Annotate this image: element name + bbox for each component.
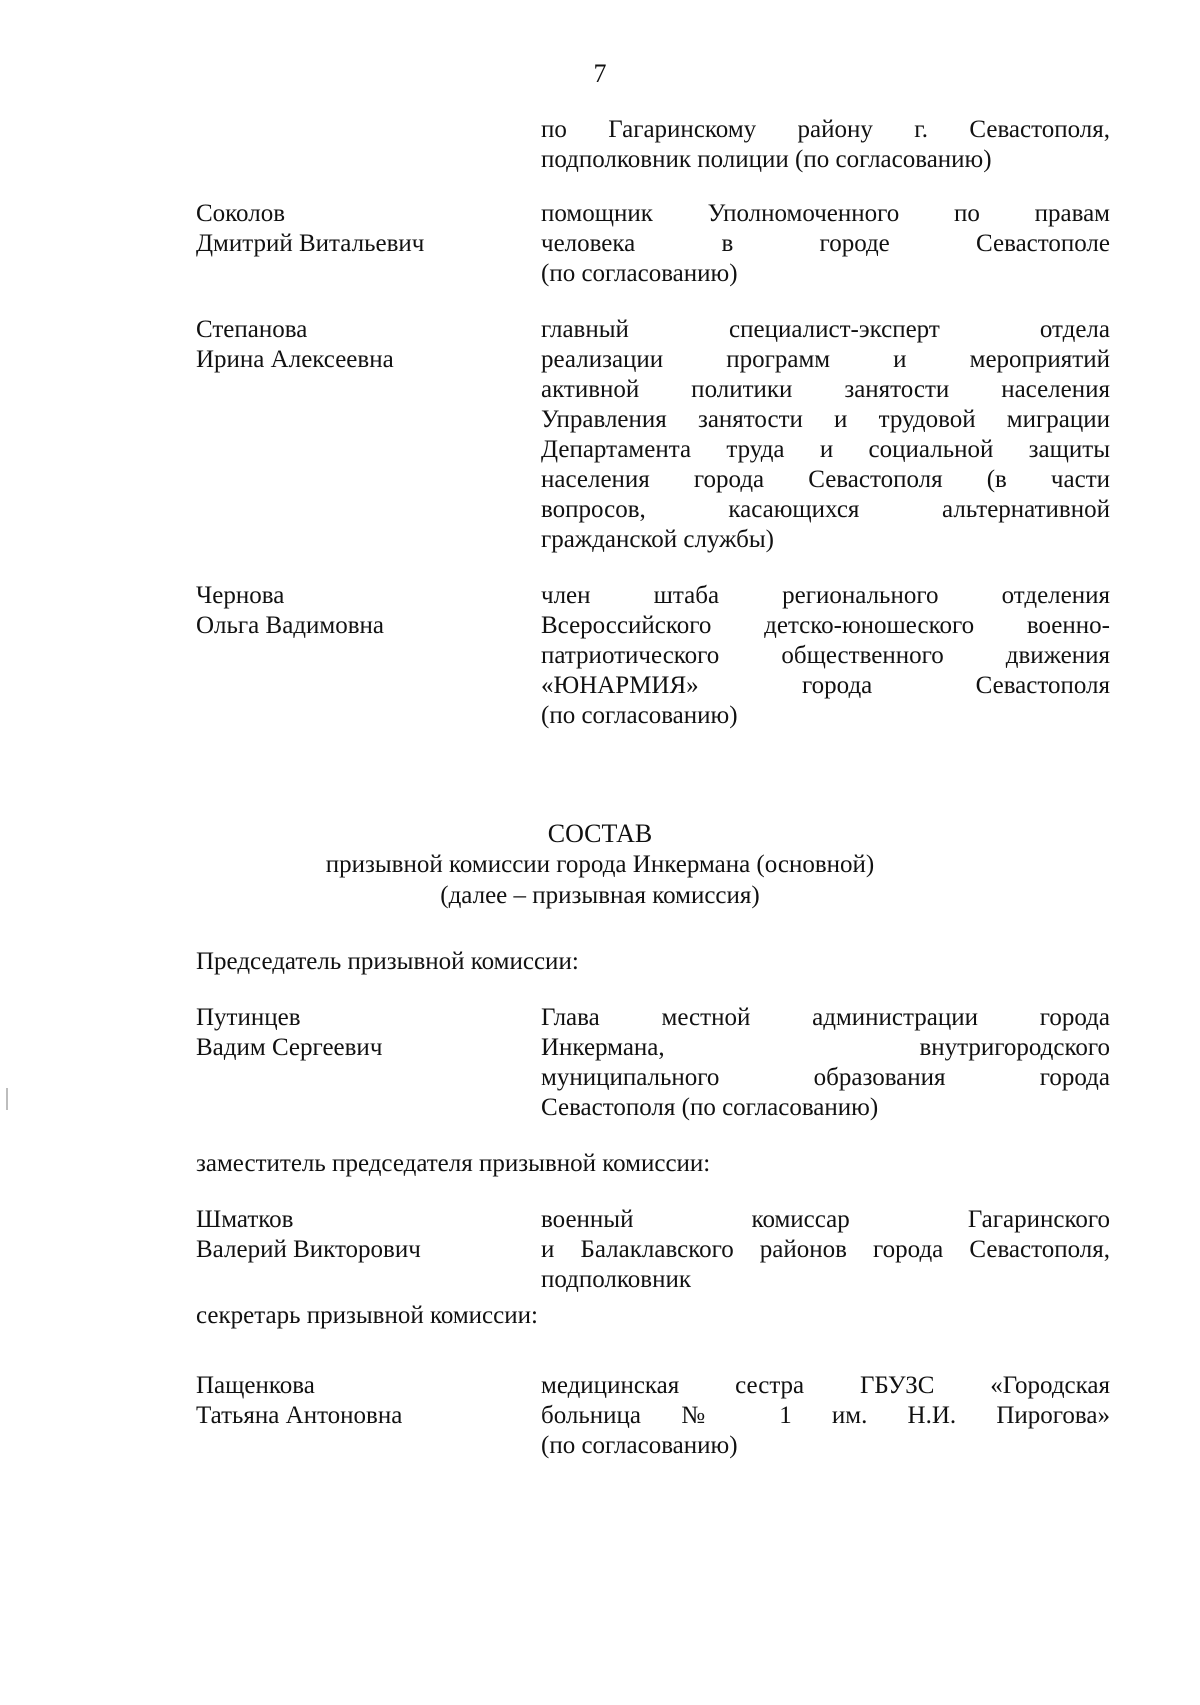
chairman-role-line: Глава местной администрации города	[541, 1004, 1110, 1031]
member-role-line: помощник Уполномоченного по правам	[541, 200, 1110, 227]
section-subtitle: призывной комиссии города Инкермана (основной)	[325, 851, 875, 878]
member-given-name: Ольга Вадимовна	[196, 612, 385, 639]
deputy-label: заместитель председателя призывной комиссии:	[196, 1150, 711, 1177]
deputy-given-name: Валерий Викторович	[196, 1236, 421, 1263]
member-role-line: активной политики занятости населения	[541, 376, 1110, 403]
member-role-line: вопросов, касающихся альтернативной	[541, 496, 1110, 523]
member-role-line: «ЮНАРМИЯ» города Севастополя	[541, 672, 1110, 699]
member-role-line: Департамента труда и социальной защиты	[541, 436, 1110, 463]
chairman-surname: Путинцев	[196, 1004, 301, 1031]
secretary-role-line: медицинская сестра ГБУЗС «Городская	[541, 1372, 1110, 1399]
chairman-label: Председатель призывной комиссии:	[196, 948, 579, 975]
secretary-label: секретарь призывной комиссии:	[196, 1302, 538, 1329]
deputy-role-line: и Балаклавского районов города Севастополя,	[541, 1236, 1110, 1263]
member-surname: Чернова	[196, 582, 285, 609]
member-role-line: (по согласованию)	[541, 260, 738, 287]
scan-margin-mark	[6, 1088, 8, 1110]
secretary-surname: Пащенкова	[196, 1372, 315, 1399]
chairman-role-line: Севастополя (по согласованию)	[541, 1094, 879, 1121]
section-subtitle: (далее – призывная комиссия)	[440, 882, 760, 909]
member-surname: Степанова	[196, 316, 308, 343]
member-role-line: член штаба регионального отделения	[541, 582, 1110, 609]
deputy-role-line: военный комиссар Гагаринского	[541, 1206, 1110, 1233]
continuation-line: по Гагаринскому району г. Севастополя,	[541, 116, 1110, 143]
secretary-given-name: Татьяна Антоновна	[196, 1402, 403, 1429]
member-role-line: Управления занятости и трудовой миграции	[541, 406, 1110, 433]
deputy-role-line: подполковник	[541, 1266, 691, 1293]
deputy-surname: Шматков	[196, 1206, 294, 1233]
member-role-line: Всероссийского детско-юношеского военно-	[541, 612, 1110, 639]
secretary-role-line: (по согласованию)	[541, 1432, 738, 1459]
member-role-line: человека в городе Севастополе	[541, 230, 1110, 257]
member-role-line: патриотического общественного движения	[541, 642, 1110, 669]
member-role-line: главный специалист-эксперт отдела	[541, 316, 1110, 343]
member-role-line: населения города Севастополя (в части	[541, 466, 1110, 493]
continuation-line: подполковник полиции (по согласованию)	[541, 146, 992, 173]
member-role-line: (по согласованию)	[541, 702, 738, 729]
secretary-role-line: больница № 1 им. Н.И. Пирогова»	[541, 1402, 1110, 1429]
member-given-name: Дмитрий Витальевич	[196, 230, 425, 257]
chairman-role-line: Инкермана, внутригородского	[541, 1034, 1110, 1061]
member-role-line: реализации программ и мероприятий	[541, 346, 1110, 373]
section-title: СОСТАВ	[547, 819, 653, 848]
chairman-given-name: Вадим Сергеевич	[196, 1034, 383, 1061]
member-given-name: Ирина Алексеевна	[196, 346, 394, 373]
member-role-line: гражданской службы)	[541, 526, 774, 553]
page-number: 7	[593, 59, 607, 88]
member-surname: Соколов	[196, 200, 286, 227]
chairman-role-line: муниципального образования города	[541, 1064, 1110, 1091]
